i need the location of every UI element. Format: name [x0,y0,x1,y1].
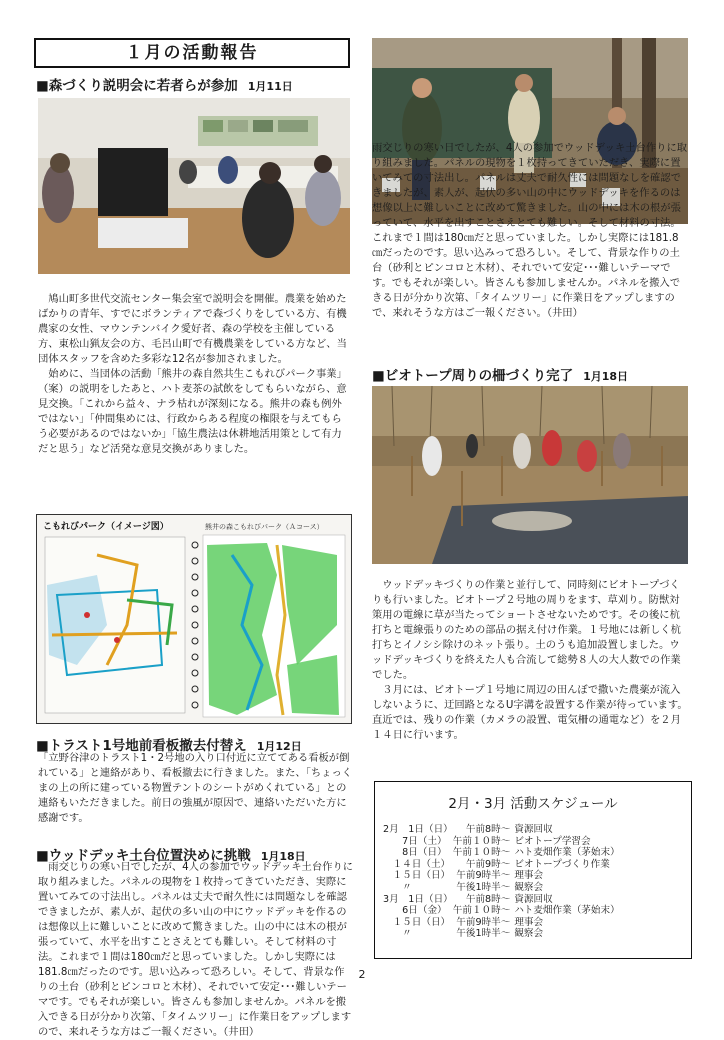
biotope-photo [372,386,688,564]
wood-date: 1月18日 [260,850,306,863]
schedule-row [383,905,620,917]
mori-heading-text: ■森づくり説明会に若者らが参加 [36,78,238,94]
schedule-time: 午前１０時～ [452,847,511,859]
schedule-date: 7日（土） [383,835,447,847]
schedule-date: 〃 [383,928,412,940]
meeting-photo [38,98,350,274]
trust-body [38,751,354,826]
schedule-date: 2月 1日（日） [383,824,453,835]
schedule-event: 資源回収 [514,893,553,905]
schedule-box [374,781,692,959]
schedule-date: 〃 [383,881,412,893]
schedule-event: 観察会 [514,928,544,940]
biotope-heading [372,364,628,384]
map-left-label: こもれびパーク（イメージ図） [43,522,169,532]
schedule-time: 午前9時～ [465,858,511,870]
schedule-row [383,870,620,882]
biotope-paragraph: ３月には、ビオトープ１号地に周辺の田んぼで撒いた農薬が流入しないように、迂回路となるU字溝を設置する作業が待っています。直近では、残りの作業（カメラの設置、電気柵の通電など）を２月１４日に行います。 [372,684,688,741]
page-title: １月の活動報告 [34,38,350,68]
wood-body [38,860,354,1038]
trust-date: 1月12日 [256,740,302,753]
mori-paragraph: 始めに、当団体の活動「熊井の森自然共生こもれびパーク事業」（案）の説明をしたあと、ハト麦茶の試飲をしてもらいながら、意見交換。「これから益々、ナラ枯れが深刻になる。熊井の森も例外ではない」「仲間集めには、行政からある程度の権限を与えてもらう必要があるのではないか」「協生農法は休耕地活用策として有力だと思う」など活発な意見交換がありました。 [38,368,347,455]
mori-heading [36,74,293,94]
park-map-image [36,514,352,724]
schedule-date: １５日（日） [383,916,451,928]
schedule-time: 午前１０時～ [452,835,511,847]
wood-heading-text: ■ウッドデッキ土台位置決めに挑戦 [36,848,251,864]
schedule-event: ハト麦畑作業（茅始末） [514,847,620,859]
page-number: 2 [358,968,366,981]
schedule-event: ビオトープづくり作業 [514,858,610,870]
schedule-event: 理事会 [514,916,544,928]
trust-heading-text: ■トラスト1号地前看板撤去付替え [36,738,247,754]
schedule-title: 2月・3月 活動スケジュール [448,796,618,812]
schedule-event: ハト麦畑作業（茅始末） [514,905,620,917]
schedule-row [383,847,620,859]
schedule-time: 午前8時～ [465,824,511,835]
schedule-row [383,894,620,906]
schedule-date: 6日（金） [383,905,447,917]
wood-body-continued [372,142,688,359]
trust-paragraph: 「立野谷津のトラスト1・2号地の入り口付近に立ててある看板が倒れている」と連絡があり、看板撤去に行きました。また、「ちょっくまの上の所に建っている物置テントのシートがめくれている」との連絡もいただきました。前日の強風が原因で、連絡いただいた方に感謝です。 [38,752,353,824]
schedule-time: 午前8時～ [465,893,511,905]
schedule-date: 8日（日） [383,847,447,859]
schedule-time: 午後1時半～ [456,928,511,940]
schedule-time: 午後1時半～ [456,881,511,893]
schedule-event: 資源回収 [514,824,553,835]
schedule-table [383,824,620,940]
mori-date: 1月11日 [247,80,293,93]
schedule-row [383,928,620,940]
wood-paragraph-continued: 雨交じりの寒い日でしたが、4人の参加でウッドデッキ土台作りに取り組みました。パネルの現物を１枚持ってきていただき、実際に置いてみての寸法出し。パネルは丈夫で耐久性には問題なしを確認できましたが、素人が、起伏の多い山の中にウッドデッキを作るのは想像以上に難しいことに改めて驚きました。山の中には木の根が張っていて、水平を出すことさえとても難しい。そして材料の寸法。これまで１間は180㎝だと思っていました。しかし実際には181.8㎝だったのです。思い込みって恐ろしい。そして、背景な作りの土台（砂利とピンコロと木材）、それでいて安定･･･難しいテーマです。でもそれが楽しい。皆さんも参加しませんか。パネルを搬入できる日が分かり次第、「タイムツリー」に作業日をアップしますので、来れそうな方はご一報ください。（井田） [372,142,688,319]
schedule-time: 午前9時半～ [456,870,511,882]
schedule-event: 観察会 [514,881,544,893]
schedule-row [383,824,620,836]
schedule-date: １５日（日） [383,870,451,882]
mori-body [38,292,352,457]
biotope-body [372,578,688,743]
mori-paragraph: 鳩山町多世代交流センター集会室で説明会を開催。農業を始めたばかりの青年、すでにボランティアで森づくりをしている方、有機農家の女性、マウンテンバイク愛好者、森の学校を主催している方、東松山猟友会の方、毛呂山町で有機農業をしている方など、当団体スタッフを含めた多彩な12名が参加されました。 [38,293,347,365]
wood-paragraph: 雨交じりの寒い日でしたが、4人の参加でウッドデッキ土台作りに取り組みました。パネルの現物を１枚持ってきていただき、実際に置いてみての寸法出し。パネルは丈夫で耐久性には問題なしを確認できましたが、素人が、起伏の多い山の中にウッドデッキを作るのは想像以上に難しいことに改めて驚きました。山の中には木の根が張っていて、水平を出すことさえとても難しい。そして材料の寸法。これまで１間は180㎝だと思っていました。しかし実際には181.8㎝だったのです。思い込みって恐ろしい。そして、背景な作りの土台（砂利とピンコロと木材）、それでいて安定･･･難しいテーマです。でもそれが楽しい。皆さんも参加しませんか。パネルを搬入できる日が分かり次第、「タイムツリー」に作業日をアップしますので、来れそうな方はご一報ください。（井田） [38,861,354,1038]
map-right-label: 熊井の森こもれびパーク（Ａコース） [205,523,324,531]
schedule-event: ビオトープ学習会 [514,835,591,847]
schedule-date: 3月 1日（日） [383,893,453,905]
schedule-row [383,917,620,929]
biotope-date: 1月18日 [583,370,629,383]
schedule-date: １４日（土） [383,858,451,870]
schedule-time: 午前9時半～ [456,916,511,928]
schedule-time: 午前１０時～ [452,905,511,917]
schedule-row [383,836,620,848]
schedule-row [383,859,620,871]
biotope-heading-text: ■ビオトープ周りの柵づくり完了 [372,368,574,384]
schedule-row [383,882,620,894]
biotope-paragraph: ウッドデッキづくりの作業と並行して、同時刻にビオトープづくりも行いました。ビオトープ２号地の周りをます、草刈り。防獣対策用の電線に草が当たってショートさせないためです。その後に杭打ちと電線張りのための部品の据え付け作業。１号地には新しく杭打ちとイノシシ除けのネット張り。土のうも追加設置しました。ウッドデッキづくりを終えた人も合流して総勢８人の大人数での作業でした。 [372,579,681,681]
schedule-event: 理事会 [514,870,544,882]
